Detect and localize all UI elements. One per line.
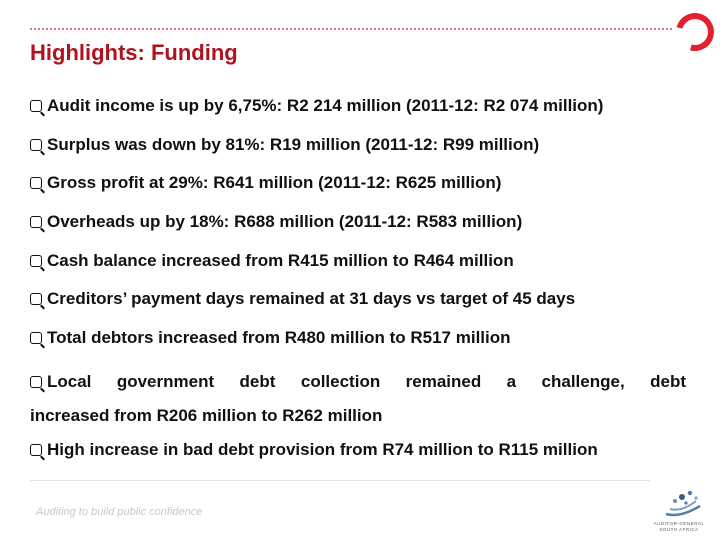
- bullet-text: Surplus was down by 81%: R19 million (2011-12: R99 million): [47, 135, 540, 154]
- auditor-general-logo-icon: [660, 488, 706, 520]
- bullet-item: [30, 96, 603, 116]
- bullet-item: [30, 440, 598, 460]
- org-country: SOUTH AFRICA: [659, 527, 699, 532]
- bullet-text: Local government debt collection remained a challenge, debt: [47, 372, 686, 391]
- footer-divider: [30, 480, 650, 481]
- auditor-general-wordmark: [640, 521, 718, 533]
- page-title: Highlights: Funding: [30, 40, 238, 65]
- checkbox-bullet-icon: [30, 100, 42, 112]
- bullet-text: Total debtors increased from R480 million to R517 million: [47, 328, 511, 347]
- checkbox-bullet-icon: [30, 255, 42, 267]
- bullet-text: High increase in bad debt provision from R74 million to R115 million: [47, 440, 598, 459]
- checkbox-bullet-icon: [30, 139, 42, 151]
- header-divider: [30, 28, 672, 30]
- bullet-item: [30, 289, 575, 309]
- checkbox-bullet-icon: [30, 444, 42, 456]
- checkbox-bullet-icon: [30, 177, 42, 189]
- brand-ring-icon: [669, 6, 720, 58]
- bullet-text: Audit income is up by 6,75%: R2 214 million (2011-12: R2 074 million): [47, 96, 604, 115]
- bullet-text: Creditors’ payment days remained at 31 days vs target of 45 days: [47, 289, 576, 308]
- bullet-text: Gross profit at 29%: R641 million (2011-12: R625 million): [47, 173, 502, 192]
- checkbox-bullet-icon: [30, 293, 42, 305]
- footer-tagline: Auditing to build public confidence: [36, 506, 203, 518]
- checkbox-bullet-icon: [30, 216, 42, 228]
- checkbox-bullet-icon: [30, 332, 42, 344]
- bullet-item: [30, 173, 501, 193]
- checkbox-bullet-icon: [30, 376, 42, 388]
- bullet-item: [30, 135, 539, 155]
- bullet-item: [30, 212, 522, 232]
- bullet-item: [30, 251, 514, 271]
- bullet-text-continued: increased from R206 million to R262 million: [30, 406, 383, 425]
- bullet-text: Cash balance increased from R415 million to R464 million: [47, 251, 514, 270]
- org-name: AUDITOR-GENERAL: [653, 521, 705, 526]
- bullet-item: [30, 328, 511, 348]
- bullet-text: Overheads up by 18%: R688 million (2011-12: R583 million): [47, 212, 523, 231]
- bullet-item-wrapped: [30, 365, 686, 433]
